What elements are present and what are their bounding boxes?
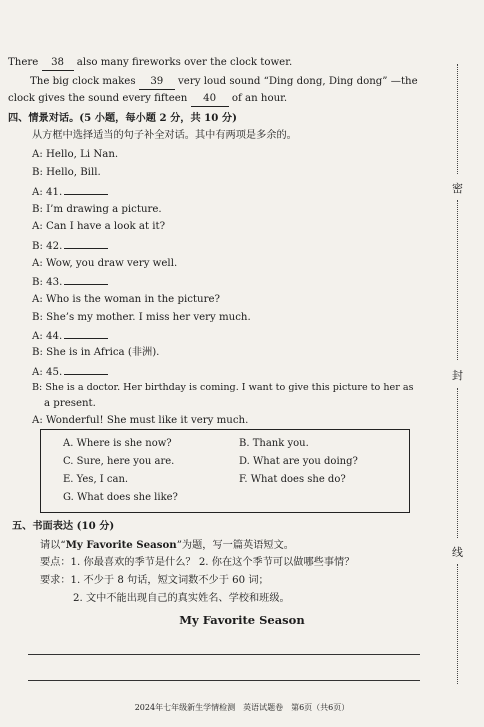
essay-requirement-2: 2. 文中不能出现自己的真实姓名、学校和班级。: [73, 593, 290, 604]
option-e: E. Yes, I can.: [63, 474, 129, 485]
option-b: B. Thank you.: [239, 438, 309, 449]
answer-blank-44[interactable]: [64, 328, 108, 339]
dialogue-line: B: Hello, Bill.: [32, 167, 101, 178]
passage-text: clock gives the sound every fifteen: [8, 93, 188, 104]
dialogue-line: A: Wonderful! She must like it very much.: [32, 415, 249, 426]
answer-blank-43[interactable]: [64, 274, 108, 285]
dialogue-line: A: Wow, you draw very well.: [32, 258, 178, 269]
essay-title: My Favorite Season: [179, 613, 305, 627]
options-box: [40, 429, 410, 513]
side-mark-feng: 封: [452, 369, 463, 382]
binding-dotted-line: [457, 388, 458, 538]
passage-line-1: [8, 56, 292, 71]
passage-text: very loud sound “Ding dong, Ding dong” —the: [178, 76, 418, 87]
passage-text: There: [8, 57, 39, 68]
writing-line[interactable]: [28, 654, 420, 655]
option-c: C. Sure, here you are.: [63, 456, 175, 467]
writing-line[interactable]: [28, 680, 420, 681]
binding-dotted-line: [457, 200, 458, 360]
dialogue-text: A: 44.: [32, 331, 63, 342]
essay-points: 要点：1. 你最喜欢的季节是什么？ 2. 你在这个季节可以做哪些事情？: [40, 557, 355, 568]
binding-dotted-line: [457, 64, 458, 174]
dialogue-line: A: Hello, Li Nan.: [32, 149, 119, 160]
prompt-text: 请以“: [40, 540, 66, 551]
dialogue-text: A: 41.: [32, 187, 63, 198]
passage-text: also many fireworks over the clock tower.: [76, 57, 293, 68]
answer-blank-40[interactable]: 40: [191, 92, 229, 107]
side-mark-mi: 密: [452, 182, 463, 195]
essay-requirement-1: 要求：1. 不少于 8 句话，短文词数不少于 60 词；: [40, 575, 269, 586]
option-g: G. What does she like?: [63, 492, 178, 503]
dialogue-text: A: 45.: [32, 367, 63, 378]
option-d: D. What are you doing?: [239, 456, 358, 467]
section-4-heading: 四、情景对话。(5 小题，每小题 2 分，共 10 分): [8, 112, 237, 124]
option-a: A. Where is she now?: [63, 438, 172, 449]
dialogue-line-44: [32, 328, 108, 344]
dialogue-line: B: I’m drawing a picture.: [32, 204, 162, 215]
section-5-heading: 五、书面表达 (10 分): [12, 520, 115, 532]
dialogue-text: B: 42.: [32, 241, 63, 252]
passage-text: The big clock makes: [30, 76, 136, 87]
prompt-text: ”为题，写一篇英语短文。: [176, 540, 294, 551]
dialogue-line-42: [32, 238, 108, 254]
dialogue-line-45: [32, 364, 108, 380]
answer-blank-45[interactable]: [64, 364, 108, 375]
binding-dotted-line: [457, 564, 458, 684]
passage-line-2: [30, 75, 418, 90]
dialogue-line: B: She is in Africa (非洲).: [32, 347, 160, 358]
passage-line-3: [8, 92, 287, 107]
dialogue-line: B: She is a doctor. Her birthday is coming. I want to give this picture to her as: [32, 382, 414, 393]
side-mark-xian: 线: [452, 546, 463, 559]
option-f: F. What does she do?: [239, 474, 346, 485]
dialogue-line: A: Who is the woman in the picture?: [32, 294, 220, 305]
dialogue-line: A: Can I have a look at it?: [32, 221, 166, 232]
dialogue-text: B: 43.: [32, 277, 63, 288]
prompt-title: My Favorite Season: [65, 539, 177, 551]
page-footer: 2024年七年级新生学情检测 英语试题卷 第6页（共6页）: [134, 703, 350, 712]
answer-blank-41[interactable]: [64, 184, 108, 195]
dialogue-line-43: [32, 274, 108, 290]
section-4-instruction: 从方框中选择适当的句子补全对话。其中有两项是多余的。: [32, 130, 297, 141]
passage-text: of an hour.: [231, 93, 288, 104]
answer-blank-39[interactable]: 39: [139, 75, 175, 90]
answer-blank-42[interactable]: [64, 238, 108, 249]
dialogue-line: B: She’s my mother. I miss her very much.: [32, 312, 251, 323]
dialogue-line: a present.: [44, 398, 96, 409]
dialogue-line-41: [32, 184, 108, 200]
essay-prompt: [40, 538, 294, 553]
answer-blank-38[interactable]: 38: [42, 56, 74, 71]
